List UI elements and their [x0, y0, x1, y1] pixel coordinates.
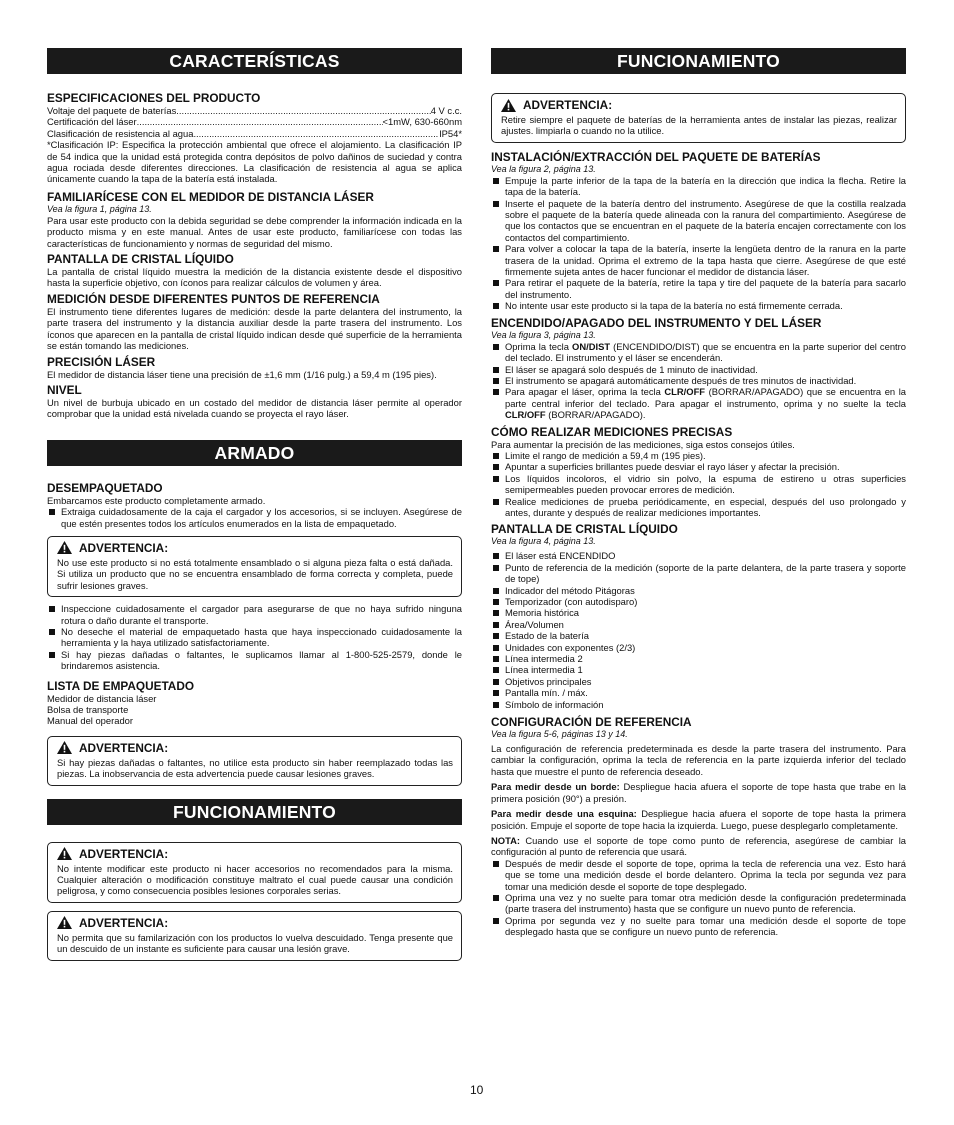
warning-box [491, 93, 906, 143]
spec-row [47, 116, 462, 127]
warning-box [47, 536, 462, 597]
warning-text: No permita que su familarización con los productos lo vuelva descuidado. Tenga presente que un descuido de un instante es suficiente para causar una lesión grave. [57, 931, 453, 955]
heading-configuracion: CONFIGURACIÓN DE REFERENCIA [491, 715, 692, 730]
spec-value: <1mW, 630-660nm [382, 116, 462, 128]
paragraph-como: Para aumentar la precisión de las mediciones, siga estos consejos útiles. [491, 438, 795, 450]
list-item: El láser se apagará solo después de 1 minuto de inactividad. [491, 364, 906, 375]
warning-text: No intente modificar este producto ni hacer accesorios no recomendados para la misma. Cualquier alteración o modificación constituye maltrato el cual puede causar una condición peligrosa, y como consecuencia posibles lesiones corporales serias. [57, 862, 453, 897]
list-item: Extraiga cuidadosamente de la caja el cargador y los accesorios, si se incluyen. Asegúrese de que estén presentes todos los artículos enumerados en la lista de empaquetado. [47, 506, 462, 529]
warning-triangle-icon [501, 99, 516, 112]
right-column [491, 48, 906, 938]
spec-key: Certificación del láser [47, 116, 137, 128]
section-header-caracteristicas: CARACTERÍSTICAS [47, 48, 462, 74]
list-item: Temporizador (con autodisparo) [491, 596, 906, 607]
list-item: Realice mediciones de prueba periódicamente, en especial, después del uso prolongado y antes, durante y después de realizar mediciones importantes. [491, 496, 906, 519]
list-item: Línea intermedia 1 [491, 664, 906, 675]
spec-key: Clasificación de resistencia al agua [47, 127, 194, 139]
heading-como-realizar: CÓMO REALIZAR MEDICIONES PRECISAS [491, 424, 733, 439]
list-item: Oprima una vez y no suelte para tomar otra medición desde la configuración predeterminada (parte trasera del instrumento) hasta que se configure un nuevo punto de referencia. [491, 892, 906, 915]
key-on-dist: ON/DIST [572, 340, 611, 352]
list-item: Para apagar el láser, oprima la tecla CLR/OFF (BORRAR/APAGADO) que se encuentra en la parte central inferior del teclado. Para apagar el instrumento, oprima y no suelte la tecla CLR/OFF (BORRAR/APAGADO). [491, 386, 906, 420]
list-item: El láser está ENCENDIDO [491, 550, 906, 561]
list-item: Inspeccione cuidadosamente el cargador para asegurarse de que no haya sufrido ninguna rotura o daño durante el transporte. [47, 603, 462, 626]
list-item: Pantalla mín. / máx. [491, 687, 906, 698]
warning-title: ADVERTENCIA: [79, 915, 169, 930]
warning-title: ADVERTENCIA: [79, 540, 169, 555]
warning-text: Retire siempre el paquete de baterías de la herramienta antes de instalar las piezas, realizar ajustes. limpiarla o cuando no la utilice. [501, 114, 897, 137]
bullet-list [491, 858, 906, 938]
list-item: Después de medir desde el soporte de tope, oprima la tecla de referencia una vez. Esto hará que se tome una medición desde el borde delantero. Oprima la tecla por segunda vez para tomar una medición desde el soporte de tope desplegado. [491, 858, 906, 892]
warning-box [47, 736, 462, 786]
heading-desempaquetado: DESEMPAQUETADO [47, 480, 163, 495]
bullet-list [491, 175, 906, 312]
warning-title: ADVERTENCIA: [523, 98, 613, 112]
section-header-funcionamiento-right: FUNCIONAMIENTO [491, 48, 906, 74]
list-item: Área/Volumen [491, 619, 906, 630]
key-clr-off: CLR/OFF [664, 386, 706, 398]
key-clr-off: CLR/OFF [505, 409, 546, 421]
spec-row [47, 105, 462, 116]
figure-ref: Vea la figura 4, página 13. [491, 536, 596, 547]
bullet-list [47, 506, 462, 529]
bullet-list [47, 603, 462, 671]
warning-text: No use este producto si no está totalmente ensamblado o si alguna pieza falta o está dañada. Si utiliza un producto que no se encuentra ensamblado de forma correcta y completa, puede sufrir lesiones graves. [57, 556, 453, 591]
list-item: Inserte el paquete de la batería dentro del instrumento. Asegúrese de que la costilla realzada sobre el paquete de la batería quede alineada con la ranura del compartimiento. Asegúrese de que los contactos que se encuentran en el paquete de la batería encajen correctamente con los contactos del compartimiento. [491, 198, 906, 244]
spec-value: IP54* [439, 127, 462, 139]
list-item: Unidades con exponentes (2/3) [491, 642, 906, 653]
bullet-list [491, 450, 906, 518]
list-item: Indicador del método Pitágoras [491, 585, 906, 596]
heading-especificaciones: ESPECIFICACIONES DEL PRODUCTO [47, 91, 261, 105]
package-item: Bolsa de transporte [47, 704, 129, 715]
heading-pantalla-right: PANTALLA DE CRISTAL LÍQUIDO [491, 522, 678, 537]
heading-precision: PRECISIÓN LÁSER [47, 354, 156, 369]
paragraph-familiaricese: Para usar este producto con la debida seguridad se debe comprender la información indicada en la producto misma y en este manual. Antes de usar este producto, familiarícese con todas las características de funcionamiento y normas de seguridad del mismo. [47, 214, 462, 249]
spec-note: *Clasificación IP: Especifica la protección ambiental que ofrece el alojamiento. La clasificación IP de 54 indica que la unidad está protegida contra depósitos de polvo dañinos de suciedad y contra agua rociada desde diferentes direcciones. La clasificación de resistencia al agua se aplica únicamente cuando la tapa de la batería está instalada. [47, 139, 462, 185]
list-item: Limite el rango de medición a 59,4 m (195 pies). [491, 450, 906, 461]
heading-encendido: ENCENDIDO/APAGADO DEL INSTRUMENTO Y DEL LÁSER [491, 315, 822, 330]
paragraph-borde: Para medir desde un borde: Despliegue hacia afuera el soporte de tope hasta que trabe en la primera posición (90°) a presión. [491, 781, 906, 804]
list-item: Para retirar el paquete de la batería, retire la tapa y tire del paquete de la batería para sacarlo del instrumento. [491, 277, 906, 300]
list-item: No intente usar este producto si la tapa de la batería no está firmemente cerrada. [491, 300, 906, 311]
warning-triangle-icon [57, 916, 72, 929]
paragraph-precision: El medidor de distancia láser tiene una precisión de ±1,6 mm (1/16 pulg.) a 59,4 m (195 pies). [47, 368, 437, 380]
list-item: Objetivos principales [491, 676, 906, 687]
warning-text: Si hay piezas dañadas o faltantes, no utilice esta producto sin haber reemplazado todas las piezas. La inobservancia de esta advertencia puede causar lesiones graves. [57, 756, 453, 780]
bullet-list [491, 341, 906, 421]
spec-row [47, 128, 462, 139]
heading-nivel: NIVEL [47, 382, 82, 397]
figure-ref: Vea la figura 1, página 13. [47, 203, 152, 214]
list-item: Punto de referencia de la medición (soporte de la parte delantera, de la parte trasera y soporte de tope) [491, 562, 906, 585]
paragraph-desempaquetado: Embarcamos este producto completamente armado. [47, 494, 266, 506]
left-column [47, 48, 462, 961]
figure-ref: Vea la figura 5-6, páginas 13 y 14. [491, 729, 628, 740]
heading-pantalla: PANTALLA DE CRISTAL LÍQUIDO [47, 252, 234, 267]
list-item: Empuje la parte inferior de la tapa de la batería en la dirección que indica la flecha. Retire la tapa de la batería. [491, 175, 906, 198]
heading-medicion: MEDICIÓN DESDE DIFERENTES PUNTOS DE REFERENCIA [47, 291, 380, 306]
list-item: Memoria histórica [491, 607, 906, 618]
list-item: No deseche el material de empaquetado hasta que haya inspeccionado cuidadosamente la herramienta y la haya utilizado satisfactoriamente. [47, 626, 462, 649]
list-item: Oprima la tecla ON/DIST (ENCENDIDO/DIST) que se encuentra en la parte superior del centro del teclado. El instrumento y el láser se encenderán. [491, 341, 906, 364]
list-item: Los líquidos incoloros, el vidrio sin polvo, la espuma de estireno u otras superficies semipermeables pueden provocar errores de medición. [491, 473, 906, 496]
list-item: Línea intermedia 2 [491, 653, 906, 664]
spec-value: 4 V c.c. [430, 105, 462, 116]
figure-ref: Vea la figura 3, página 13. [491, 329, 596, 340]
paragraph-esquina: Para medir desde una esquina: Despliegue hacia afuera el soporte de tope hasta la primera posición. Empuje el soporte de tope hacia la izquierda. Luego, puese desplegarlo completamente. [491, 808, 906, 831]
paragraph-nota: NOTA: Cuando use el soporte de tope como punto de referencia, asegúrese de cambiar la configuración al punto de referencia que usará. [491, 834, 906, 858]
list-item: Oprima por segunda vez y no suelte para tomar una medición desde el soporte de tope desplegado hasta que se configure un nuevo punto de referencia. [491, 915, 906, 938]
warning-box [47, 842, 462, 903]
paragraph-pantalla: La pantalla de cristal líquido muestra la medición de la distancia existente desde el dispositivo hasta la superficie objetivo, con íconos para realizar cálculos de volumen y área. [47, 266, 462, 289]
list-item: Apuntar a superficies brillantes puede desviar el rayo láser y afectar la precisión. [491, 461, 906, 472]
page-number: 10 [470, 1083, 484, 1097]
package-item: Manual del operador [47, 715, 133, 727]
list-item: Si hay piezas dañadas o faltantes, le suplicamos llamar al 1-800-525-2579, donde le brindaremos asistencia. [47, 649, 462, 672]
section-header-funcionamiento: FUNCIONAMIENTO [47, 799, 462, 825]
warning-triangle-icon [57, 847, 72, 860]
bullet-list [491, 550, 906, 710]
list-item: Para volver a colocar la tapa de la batería, inserte la lengüeta dentro de la ranura en la parte trasera de la unidad. Oprima el extremo de la tapa hasta que cierre. Asegúrese de que esté firmemente sujeta antes de hacer funcionar el medidor de distancia láser. [491, 243, 906, 277]
paragraph-medicion: El instrumento tiene diferentes lugares de medición: desde la parte delantera del instrumento, la parte trasera del instrumento y la distancia auxiliar desde la parte trasera del instrumento. Los íconos que aparecen en la pantalla de cristal líquido indican desde qué superficie de la herramienta se están tomando las mediciones. [47, 305, 462, 352]
warning-triangle-icon [57, 741, 72, 754]
section-header-armado: ARMADO [47, 440, 462, 466]
spec-key: Voltaje del paquete de baterías [47, 105, 177, 116]
warning-title: ADVERTENCIA: [79, 846, 169, 861]
warning-box [47, 911, 462, 961]
heading-instalacion: INSTALACIÓN/EXTRACCIÓN DEL PAQUETE DE BATERÍAS [491, 149, 821, 164]
paragraph-configuracion: La configuración de referencia predeterminada es desde la parte trasera del instrumento. Para cambiar la configuración, oprima la tecla de referencia en la parte izquierda inferior del teclado hasta que muestre el punto de referencia deseado. [491, 743, 906, 777]
list-item: El instrumento se apagará automáticamente después de tres minutos de inactividad. [491, 375, 906, 386]
warning-triangle-icon [57, 541, 72, 554]
warning-title: ADVERTENCIA: [79, 740, 169, 755]
heading-familiaricese: FAMILIARÍCESE CON EL MEDIDOR DE DISTANCIA LÁSER [47, 189, 374, 204]
heading-lista-empaquetado: LISTA DE EMPAQUETADO [47, 678, 195, 693]
package-item: Medidor de distancia láser [47, 692, 157, 704]
figure-ref: Vea la figura 2, página 13. [491, 163, 596, 174]
list-item: Estado de la batería [491, 630, 906, 641]
list-item: Símbolo de información [491, 699, 906, 710]
paragraph-nivel: Un nivel de burbuja ubicado en un costado del medidor de distancia láser permite al operador comprobar que la unidad está nivelada cuando se proyecta el rayo láser. [47, 396, 462, 420]
